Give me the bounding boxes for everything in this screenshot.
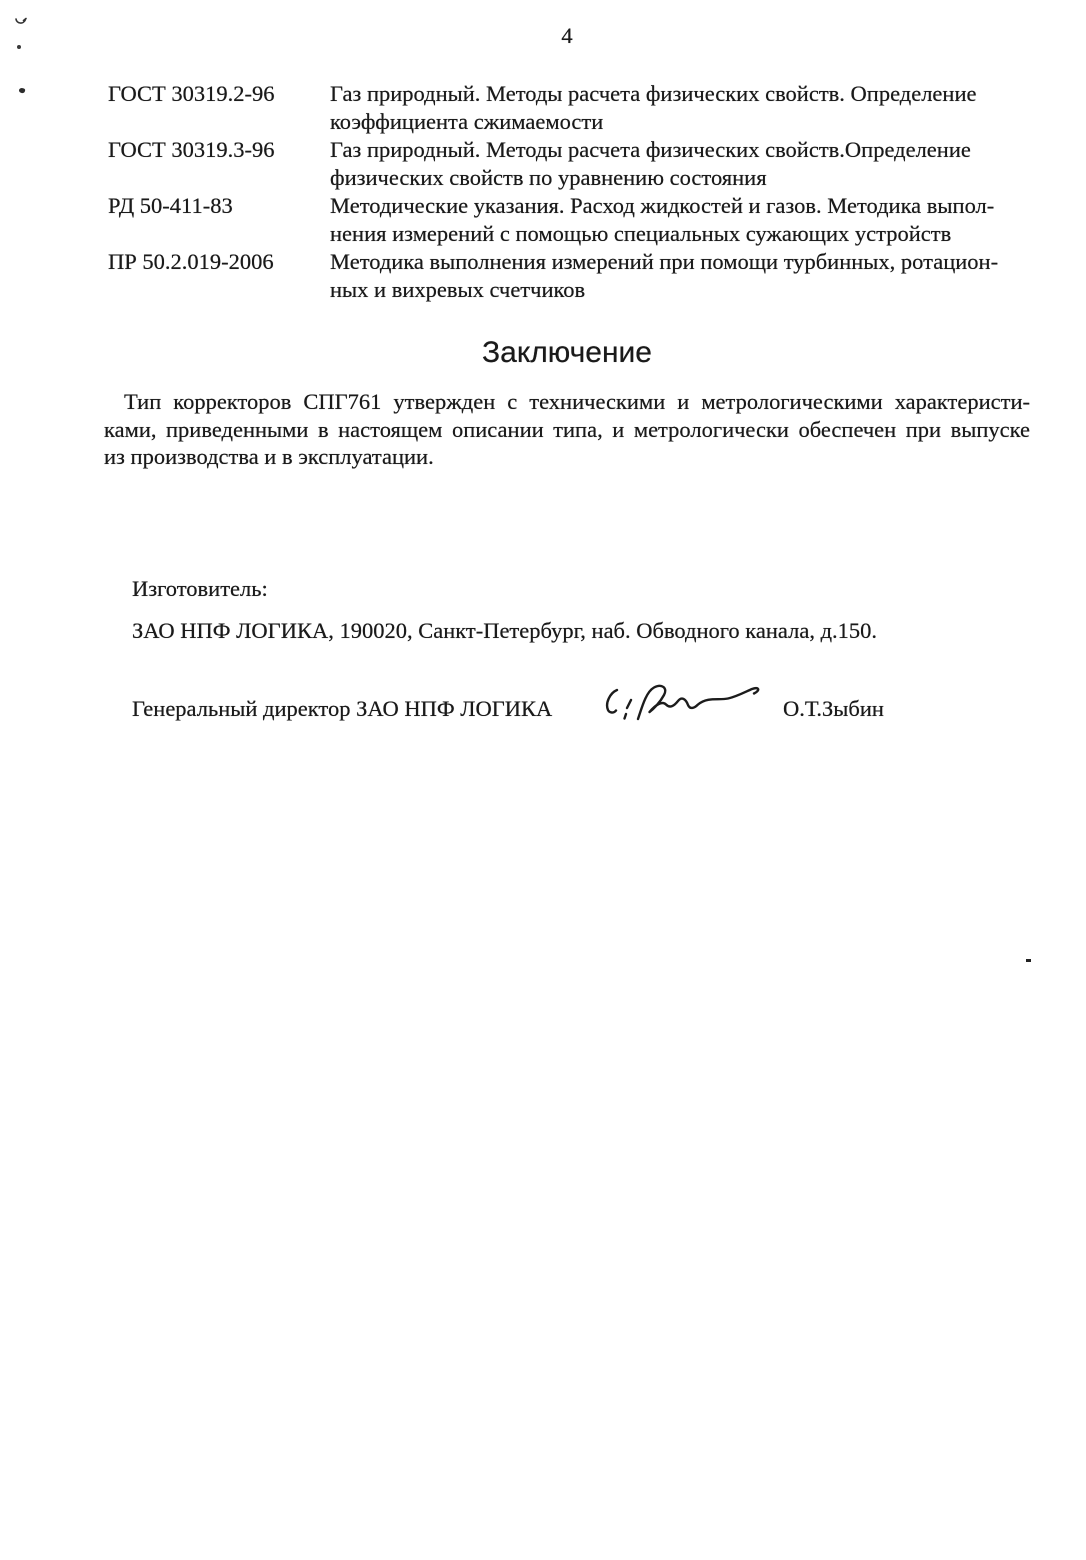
director-name: О.Т.Зыбин xyxy=(783,696,884,721)
scan-speck-squiggle xyxy=(15,17,27,26)
standard-row xyxy=(108,192,1038,248)
page-number: 4 xyxy=(561,23,573,48)
standard-title xyxy=(330,248,1038,304)
standard-title-line: Газ природный. Методы расчета физических свойств.Определение xyxy=(330,137,971,162)
standard-title xyxy=(330,192,1038,248)
signature-scribble-icon xyxy=(600,682,775,726)
standard-title-line: Методические указания. Расход жидкостей и газов. Методика выпол- xyxy=(330,193,995,218)
standard-title-line: физических свойств по уравнению состояния xyxy=(330,165,767,190)
standard-code: ГОСТ 30319.2-96 xyxy=(108,81,275,106)
scan-speck-dot xyxy=(18,87,25,94)
scan-speck-dot xyxy=(1026,959,1031,962)
standard-code: ГОСТ 30319.3-96 xyxy=(108,137,275,162)
paragraph-line: ками, приведенными в настоящем описании типа, и метрологически обеспечен при выпуске xyxy=(104,416,1030,442)
standard-row xyxy=(108,136,1038,192)
standard-title xyxy=(330,80,1038,136)
standard-title-line: Методика выполнения измерений при помощи турбинных, ротацион- xyxy=(330,249,999,274)
paragraph-line: из производства и в эксплуатации. xyxy=(104,444,434,469)
standard-title-line: Газ природный. Методы расчета физических свойств. Определение xyxy=(330,81,977,106)
standards-list xyxy=(108,80,1038,304)
manufacturer-label: Изготовитель: xyxy=(132,576,268,601)
manufacturer-address: ЗАО НПФ ЛОГИКА, 190020, Санкт-Петербург, наб. Обводного канала, д.150. xyxy=(132,618,878,643)
conclusion-paragraph xyxy=(104,388,1030,471)
standard-title-line: нения измерений с помощью специальных сужающих устройств xyxy=(330,221,952,246)
standard-title-line: коэффициента сжимаемости xyxy=(330,109,604,134)
standard-code: ПР 50.2.019-2006 xyxy=(108,249,274,274)
paragraph-line: Тип корректоров СПГ761 утвержден с техническими и метрологическими характеристи- xyxy=(124,389,1030,414)
director-title: Генеральный директор ЗАО НПФ ЛОГИКА xyxy=(132,696,553,721)
standard-code: РД 50-411-83 xyxy=(108,193,233,218)
scan-speck-dot xyxy=(17,45,21,49)
standard-title xyxy=(330,136,1038,192)
conclusion-heading: Заключение xyxy=(482,336,652,369)
standard-title-line: ных и вихревых счетчиков xyxy=(330,277,586,302)
standard-row xyxy=(108,80,1038,136)
standard-row xyxy=(108,248,1038,304)
